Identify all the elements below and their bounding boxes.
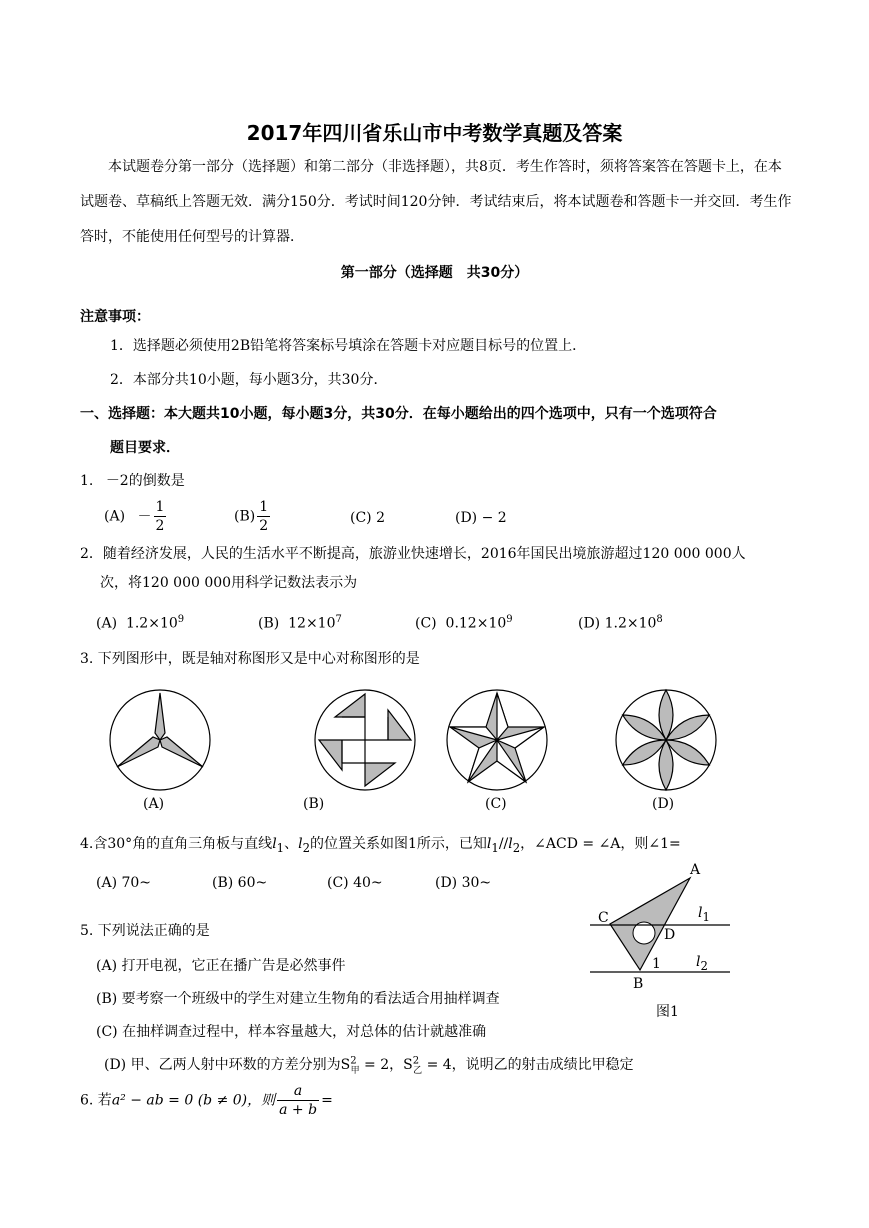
fig1-line-l1: $l_1$ <box>698 905 710 924</box>
q3-label-b: (B) <box>303 796 325 812</box>
q5-option-a: (A) 打开电视，它正在播广告是必然事件 <box>96 958 346 974</box>
q1-option-c: (C) 2 <box>350 510 385 526</box>
q5-text: 5. 下列说法正确的是 <box>80 923 210 939</box>
q2-option-a: (A) $1.2\times 10^9$ <box>96 614 185 632</box>
q2-option-b: (B) $12\times 10^7$ <box>258 614 342 632</box>
intro-paragraph: 本试题卷分第一部分（选择题）和第二部分（非选择题），共8页．考生作答时，须将答案答在答题卡上，在本试题卷、草稿纸上答题无效．满分150分．考试时间120分钟．考试结束后，将本试题卷和答题卡一并交回．考生作答时，不能使用任何型号的计算器． <box>80 159 792 245</box>
q5-option-b: (B) 要考察一个班级中的学生对建立生物角的看法适合用抽样调查 <box>96 991 500 1007</box>
figure-a-propeller <box>110 690 210 790</box>
question-number: 1. <box>80 473 94 489</box>
q2-option-c: (C) $0.12\times 10^9$ <box>415 614 513 632</box>
q3-label-c: (C) <box>485 796 507 812</box>
q4-option-a: (A) 70~ <box>96 875 152 891</box>
q4-option-b: (B) 60~ <box>212 875 268 891</box>
notes-heading: 注意事项： <box>80 309 150 325</box>
q5-option-c: (C) 在抽样调查过程中，样本容量越大，对总体的估计就越准确 <box>96 1024 487 1040</box>
q1-option-b <box>234 498 272 535</box>
fig1-angle-1: 1 <box>652 956 661 972</box>
q4-option-d: (D) 30~ <box>435 875 492 891</box>
q5-option-d: (D) 甲、乙两人射中环数的方差分别为$S^2_甲 = 2$，$S^2_乙 = 4$，说明乙的射击成绩比甲稳定 <box>104 1055 634 1076</box>
fig1-point-a: A <box>690 862 701 878</box>
part1-heading: 第一部分（选择题 共30分） <box>340 265 529 281</box>
q1-option-a <box>104 498 168 535</box>
q6-text: 6. 若a² − ab = 0 (b ≠ 0)，则 $\frac{a}{a + b}$ = <box>80 1083 333 1118</box>
q1-option-d: (D) − 2 <box>455 510 507 526</box>
fig1-caption: 图1 <box>656 1004 679 1020</box>
fig1-point-d: D <box>664 927 676 943</box>
q1-expression: －2 <box>105 473 129 489</box>
fig1-point-b: B <box>633 976 644 992</box>
fraction-numerator: 1 <box>259 499 269 515</box>
q3-label-d: (D) <box>652 796 675 812</box>
figure-d-flower <box>616 690 716 790</box>
q1-text: 的倒数是 <box>128 473 185 489</box>
q3-label-a: (A) <box>143 796 165 812</box>
q2-line2: 次，将120 000 000用科学记数法表示为 <box>100 575 358 591</box>
fig1-point-c: C <box>598 910 609 926</box>
q3-text: 3. 下列图形中，既是轴对称图形又是中心对称图形的是 <box>80 651 420 667</box>
section-heading-line2: 题目要求． <box>110 440 180 456</box>
q4-option-c: (C) 40~ <box>327 875 383 891</box>
q3-figures <box>100 685 760 795</box>
q2-option-d: (D) $1.2\times 10^8$ <box>578 614 663 632</box>
option-label: (B) <box>234 508 256 525</box>
question-1 <box>80 470 185 490</box>
fraction-denominator: 2 <box>155 518 165 534</box>
figure-c-star <box>447 690 547 790</box>
page-title: 2017年四川省乐山市中考数学真题及答案 <box>246 121 623 145</box>
section-heading-line1: 一、选择题：本大题共10小题，每小题3分，共30分．在每小题给出的四个选项中，只有一个选项符合 <box>80 406 717 422</box>
q2-line1: 2．随着经济发展，人民的生活水平不断提高，旅游业快速增长，2016年国民出境旅游超过120 000 000人 <box>80 546 746 562</box>
minus-sign: － <box>137 508 152 525</box>
fraction-numerator: 1 <box>155 499 165 515</box>
q4-text: 4.含30°角的直角三角板与直线$l_1$、$l_2$的位置关系如图1所示，已知$l_1//l_2$，∠ACD = ∠A，则∠1= <box>80 836 681 855</box>
fig1-line-l2: $l_2$ <box>696 954 708 973</box>
option-label: (A) <box>104 508 126 525</box>
note-1: 1．选择题必须使用2B铅笔将答案标号填涂在答题卡对应题目标号的位置上． <box>110 338 587 354</box>
fraction-denominator: 2 <box>259 518 269 534</box>
note-2: 2．本部分共10小题，每小题3分，共30分． <box>110 372 388 388</box>
figure-b-pinwheel <box>315 690 415 790</box>
